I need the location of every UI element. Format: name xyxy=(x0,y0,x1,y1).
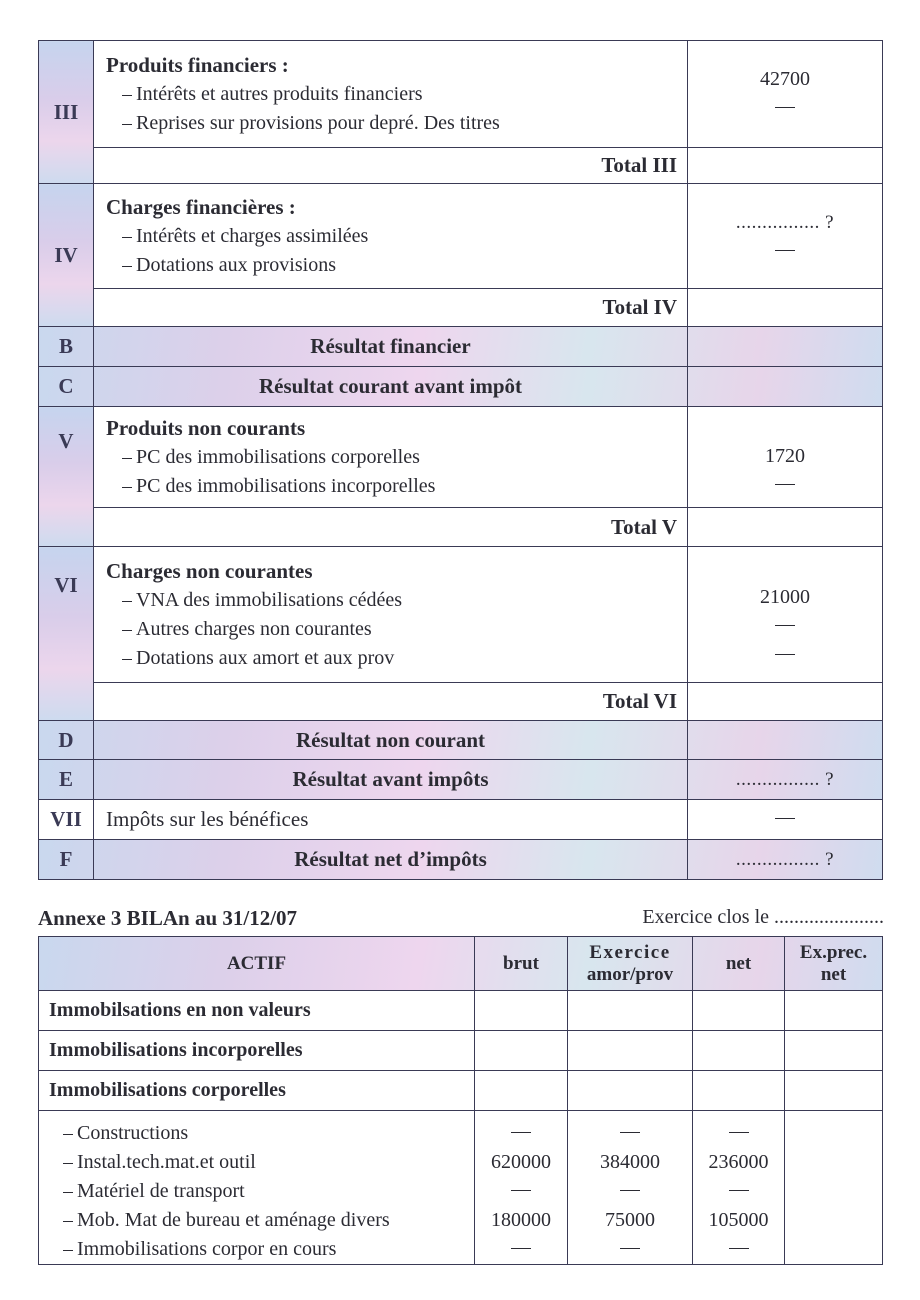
section-vi-row xyxy=(39,547,883,683)
letter-vii: VII xyxy=(39,800,94,840)
result-f-label: Résultat net d’impôts xyxy=(94,840,688,880)
result-e-value: ................ ? xyxy=(688,760,883,800)
total-iii-value xyxy=(688,148,883,184)
result-b-label: Résultat financier xyxy=(94,327,688,367)
list-item: Intérêts et autres produits financiers xyxy=(106,80,687,109)
section-iii-row xyxy=(39,41,883,148)
value-cell xyxy=(688,612,882,641)
brut-values xyxy=(475,1111,568,1265)
list-item: Reprises sur provisions pour depré. Des titres xyxy=(106,109,687,138)
value-cell: 42700 xyxy=(760,68,810,90)
section-vi-values xyxy=(688,547,883,683)
value-cell xyxy=(688,471,882,500)
value-cell: 105000 xyxy=(708,1209,769,1231)
result-e-label: Résultat avant impôts xyxy=(94,760,688,800)
category-incorporelles: Immobilisations incorporelles xyxy=(39,1031,475,1071)
bilan-table xyxy=(38,936,883,1265)
list-item: Dotations aux provisions xyxy=(106,251,687,280)
result-f-row xyxy=(39,840,883,880)
roman-v: V xyxy=(39,407,94,547)
total-v-label: Total V xyxy=(94,508,688,547)
total-iii-row xyxy=(39,148,883,184)
value-cell xyxy=(688,237,882,266)
result-c-value xyxy=(688,367,883,407)
value-cell: 384000 xyxy=(600,1151,660,1173)
header-exercice: Exercice amor/prov xyxy=(568,937,693,991)
result-d-label: Résultat non courant xyxy=(94,721,688,760)
letter-c: C xyxy=(39,367,94,407)
net-values xyxy=(693,1111,785,1265)
roman-iv: IV xyxy=(39,184,94,327)
value-cell: 180000 xyxy=(491,1209,551,1231)
bilan-header-row xyxy=(39,937,883,991)
total-vi-value xyxy=(688,683,883,721)
result-vii-label: Impôts sur les bénéfices xyxy=(94,800,688,840)
category-corporelles: Immobilisations corporelles xyxy=(39,1071,475,1111)
section-iii-heading: Produits financiers : xyxy=(106,52,289,77)
letter-e: E xyxy=(39,760,94,800)
header-brut: brut xyxy=(475,937,568,991)
list-item: Mob. Mat de bureau et aménage divers xyxy=(39,1206,474,1235)
result-c-label: Résultat courant avant impôt xyxy=(94,367,688,407)
category-non-valeurs: Immobilsations en non valeurs xyxy=(39,991,475,1031)
value-cell: ................ ? xyxy=(735,212,835,233)
list-item: PC des immobilisations corporelles xyxy=(106,443,687,472)
list-item: Autres charges non courantes xyxy=(106,615,687,644)
result-d-value xyxy=(688,721,883,760)
value-cell: 75000 xyxy=(605,1209,655,1231)
letter-d: D xyxy=(39,721,94,760)
total-vi-label: Total VI xyxy=(94,683,688,721)
list-item: PC des immobilisations incorporelles xyxy=(106,472,687,501)
table-row xyxy=(39,991,883,1031)
list-item: Immobilisations corpor en cours xyxy=(39,1235,474,1264)
details-row xyxy=(39,1111,883,1265)
result-f-value: ................ ? xyxy=(688,840,883,880)
section-iv-heading: Charges financières : xyxy=(106,194,296,219)
value-cell xyxy=(688,94,882,123)
section-iv-desc xyxy=(94,184,688,289)
result-vii-value xyxy=(688,800,883,840)
header-actif: ACTIF xyxy=(39,937,475,991)
list-item: Dotations aux amort et aux prov xyxy=(106,644,687,673)
section-v-values xyxy=(688,407,883,508)
list-item: Constructions xyxy=(39,1119,474,1148)
result-c-row xyxy=(39,367,883,407)
list-item: Instal.tech.mat.et outil xyxy=(39,1148,474,1177)
table-row xyxy=(39,1031,883,1071)
list-item: VNA des immobilisations cédées xyxy=(106,586,687,615)
section-iii-desc xyxy=(94,41,688,148)
value-cell xyxy=(688,641,882,670)
total-vi-row xyxy=(39,683,883,721)
section-v-desc xyxy=(94,407,688,508)
prec-values xyxy=(785,1111,883,1265)
list-item: Intérêts et charges assimilées xyxy=(106,222,687,251)
total-v-value xyxy=(688,508,883,547)
value-cell: 236000 xyxy=(708,1151,769,1173)
header-prec: Ex.prec. net xyxy=(785,937,883,991)
section-iii-values xyxy=(688,41,883,148)
section-vi-desc xyxy=(94,547,688,683)
total-v-row xyxy=(39,508,883,547)
total-iv-value xyxy=(688,289,883,327)
exercise-note: Exercice clos le ...................... xyxy=(642,906,884,928)
result-vii-row xyxy=(39,800,883,840)
value-cell: 21000 xyxy=(760,586,810,608)
result-e-row xyxy=(39,760,883,800)
section-iv-values xyxy=(688,184,883,289)
amor-values xyxy=(568,1111,693,1265)
details-labels xyxy=(39,1111,475,1265)
result-d-row xyxy=(39,721,883,760)
letter-b: B xyxy=(39,327,94,367)
bilan-title: Annexe 3 BILAn au 31/12/07 xyxy=(38,906,298,930)
section-v-heading: Produits non courants xyxy=(106,415,306,440)
letter-f: F xyxy=(39,840,94,880)
header-net: net xyxy=(693,937,785,991)
cpc-table xyxy=(38,40,883,880)
total-iii-label: Total III xyxy=(94,148,688,184)
result-b-value xyxy=(688,327,883,367)
section-iv-row xyxy=(39,184,883,289)
table-row xyxy=(39,1071,883,1111)
total-iv-label: Total IV xyxy=(94,289,688,327)
value-cell: 620000 xyxy=(491,1151,551,1173)
value-cell: 1720 xyxy=(765,445,805,467)
list-item: Matériel de transport xyxy=(39,1177,474,1206)
roman-iii: III xyxy=(39,41,94,184)
section-v-row xyxy=(39,407,883,508)
section-vi-heading: Charges non courantes xyxy=(106,558,313,583)
total-iv-row xyxy=(39,289,883,327)
result-b-row xyxy=(39,327,883,367)
roman-vi: VI xyxy=(39,547,94,721)
